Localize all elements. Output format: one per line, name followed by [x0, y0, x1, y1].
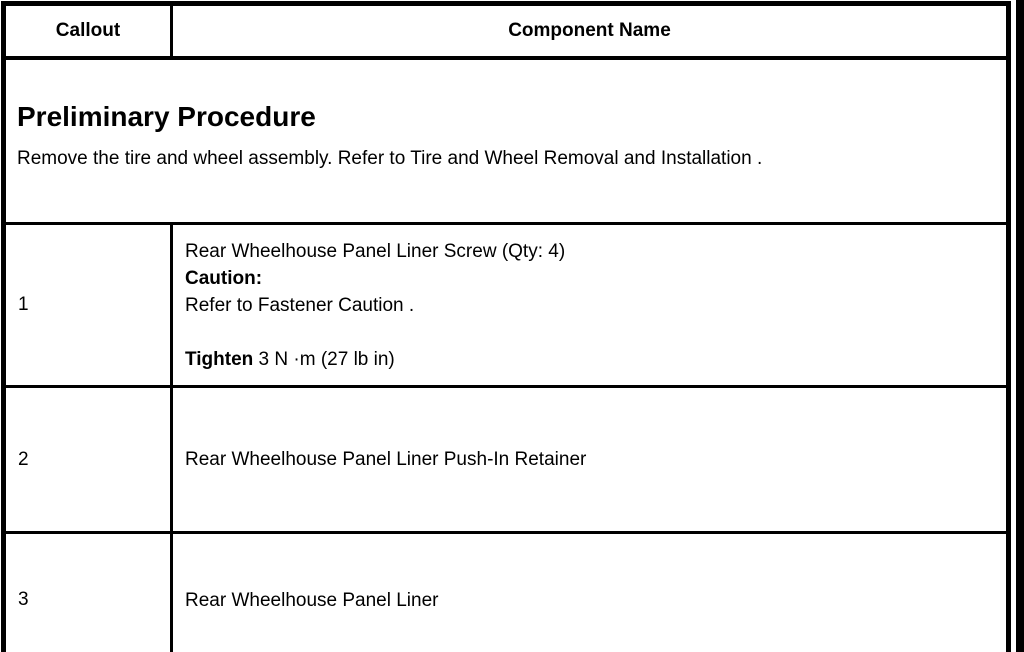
component-name-cell: [172, 533, 1009, 652]
header-component-cell: [172, 4, 1009, 59]
header-component-label: Component Name: [508, 20, 671, 41]
callout-number-text: 2: [18, 448, 29, 470]
preliminary-procedure-text: Remove the tire and wheel assembly. Refer to Tire and Wheel Removal and Installation .: [17, 147, 763, 169]
header-callout-label: Callout: [55, 20, 121, 41]
tighten-spec-line: [185, 346, 994, 373]
component-name-cell: [172, 224, 1009, 387]
preliminary-procedure-title: Preliminary Procedure: [17, 100, 316, 132]
component-name-cell: [172, 387, 1009, 533]
callout-number-text: 1: [18, 294, 29, 315]
caution-label: Caution:: [185, 267, 263, 289]
table-row: [4, 224, 1009, 387]
callout-number: [4, 387, 172, 533]
component-name-text: Rear Wheelhouse Panel Liner: [185, 589, 439, 611]
header-callout-cell: [4, 4, 172, 59]
callout-component-table: [1, 1, 1011, 652]
table-row: [4, 387, 1009, 533]
tighten-label: Tighten: [185, 348, 254, 370]
component-name-text: Rear Wheelhouse Panel Liner Screw (Qty: 4): [185, 240, 566, 262]
preliminary-procedure-cell: [4, 58, 1009, 224]
callout-number-text: 3: [18, 589, 29, 610]
callout-number: [4, 224, 172, 387]
callout-number: [4, 533, 172, 652]
table-header-row: [4, 4, 1009, 59]
caution-reference-text: Refer to Fastener Caution .: [185, 294, 415, 316]
cropped-outer-border-right: [1016, 0, 1024, 652]
table-row: [4, 533, 1009, 652]
preliminary-procedure-row: [4, 58, 1009, 224]
tighten-value: 3 N ·m (27 lb in): [253, 348, 395, 370]
component-name-text: Rear Wheelhouse Panel Liner Push-In Retainer: [185, 449, 587, 470]
